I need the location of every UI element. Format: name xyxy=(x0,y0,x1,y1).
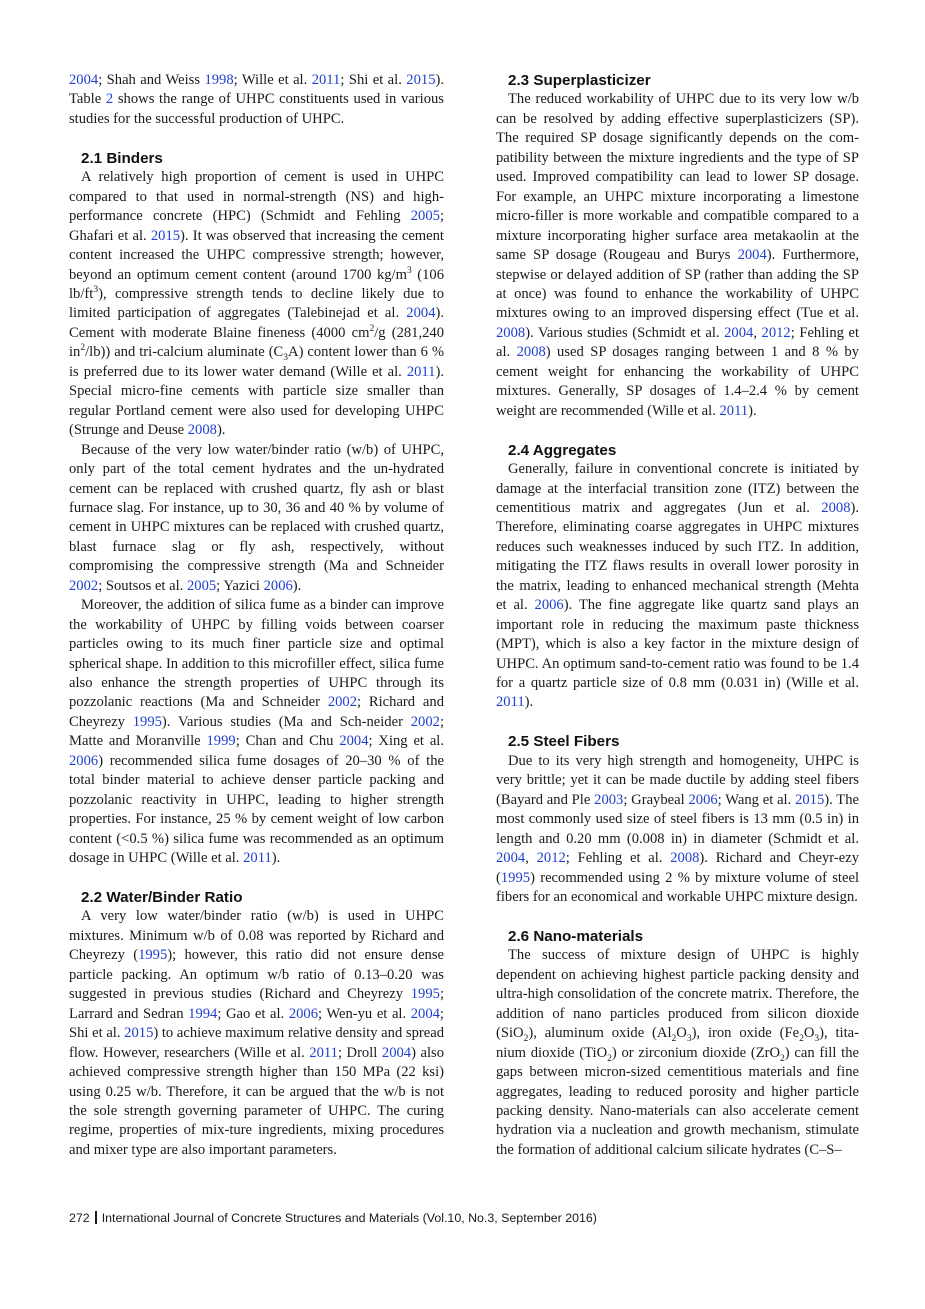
text-run: ) used SP dosages ranging between 1 and 8 % by cement weight for enhancing the workability of UHPC mixtures. Generally, SP dosages of 1.4–2.4 % by cement weight are recommended (Wille et al. xyxy=(496,344,859,419)
text-run: ). Various studies (Schmidt et al. xyxy=(525,324,725,341)
text-run: A) content lower than 6 % is preferred due to its lower water demand (Wille et al. xyxy=(69,344,444,380)
text-run: A very low water/binder ratio (w/b) is used in UHPC mixtures. Minimum w/b of 0.08 was reported by Richard and Cheyrezy ( xyxy=(69,908,444,964)
page-number: 272 xyxy=(69,1211,90,1225)
text-run: shows the range of UHPC constituents used in various studies for the successful production of UHPC. xyxy=(69,91,444,127)
section-heading-steel-fibers: 2.5 Steel Fibers xyxy=(508,733,620,751)
text-run: ; Fehling et al. xyxy=(565,850,671,867)
citation-link[interactable]: 2011 xyxy=(496,694,525,711)
citation-link[interactable]: 1995 xyxy=(132,713,162,730)
text-run: /g (281,240 in xyxy=(69,324,444,361)
text-run: ). Richard and Cheyr-ezy ( xyxy=(496,850,859,886)
citation-link[interactable]: 2002 xyxy=(69,577,99,594)
text-run: ; Shi et al. xyxy=(69,1005,444,1042)
text-run: ), compressive strength tends to decline likely due to limited participation of aggregates (Talebinejad et al. xyxy=(69,285,444,322)
citation-link[interactable]: 2004 xyxy=(410,1005,440,1022)
subscript: 3 xyxy=(814,1034,820,1045)
section-heading-aggregates: 2.4 Aggregates xyxy=(508,441,617,459)
text-run: ). xyxy=(271,850,281,867)
text-run: ). The most commonly used size of steel fibers is 13 mm (0.5 in) in length and 0.20 mm (0.008 in) in diameter (Schmidt et al. xyxy=(496,791,859,847)
paragraph xyxy=(496,460,859,713)
citation-link[interactable]: 2012 xyxy=(761,324,791,341)
citation-link[interactable]: 2008 xyxy=(821,499,851,516)
subscript: 2 xyxy=(799,1034,804,1045)
text-run: ) can fill the gaps between micron-sized cementitious materials and fine aggregates, leading to reduced porosity and higher particle packing density. Nano-materials can also accelerate cement hydration via a nucleation and growth mechanism, stimulate the formation of additional calcium silicate hydrates (C–S– xyxy=(496,1044,859,1158)
citation-link[interactable]: 2008 xyxy=(670,850,700,867)
text-run: ). xyxy=(292,577,302,594)
text-run: ; Fehling et al. xyxy=(496,324,860,361)
text-run: The reduced workability of UHPC due to its very low w/b can be resolved by adding effective superplasticizers (SP). The required SP dosage significantly depends on the com-patibility between the mixture ingredients and the type of SP used. Improved compatibility can lead to lower SP dosage. For example, an UHPC mixture incorporating a limestone micro-filler is more workable and compatible compared to a mixture incorporating higher surface area metakaolin at the same SP dosage (Rougeau and Burys xyxy=(496,91,859,264)
text-run: The success of mixture design of UHPC is highly dependent on achieving highest particle packing density and ultra-high consolidation of the concrete matrix. Therefore, the addition of nano particles produced from silicon dioxide (SiO xyxy=(496,947,859,1042)
superscript: 3 xyxy=(93,285,99,296)
text-run: ; Ghafari et al. xyxy=(69,208,444,244)
text-run: ; Graybeal xyxy=(623,791,689,808)
text-run: ) or zirconium dioxide (ZrO xyxy=(611,1044,781,1061)
paragraph xyxy=(496,90,859,421)
superscript: 3 xyxy=(406,265,412,276)
citation-link[interactable]: 2011 xyxy=(309,1044,338,1061)
citation-link[interactable]: 2006 xyxy=(288,1005,318,1022)
citation-link[interactable]: 2011 xyxy=(311,72,341,88)
text-run: , xyxy=(525,850,537,867)
text-run: ). Table xyxy=(69,72,444,108)
subscript: 2 xyxy=(523,1034,529,1045)
citation-link[interactable]: 1995 xyxy=(410,986,440,1003)
text-run: ; Droll xyxy=(337,1044,382,1061)
citation-link[interactable]: 2011 xyxy=(719,402,749,419)
text-run: ; Yazici xyxy=(216,577,264,594)
text-run: ), iron oxide (Fe xyxy=(691,1025,800,1042)
citation-link[interactable]: 1994 xyxy=(188,1005,218,1022)
footer-divider xyxy=(95,1211,97,1224)
text-run: A relatively high proportion of cement is used in UHPC compared to that used in normal-strength (NS) and high-performance concrete (HPC) (Schmidt and Fehling xyxy=(69,169,444,225)
table-link[interactable]: 2 xyxy=(105,91,114,108)
citation-link[interactable]: 2006 xyxy=(263,577,293,594)
section-heading-superplasticizer: 2.3 Superplasticizer xyxy=(508,72,651,89)
text-run: ; Wille et al. xyxy=(233,72,312,88)
citation-link[interactable]: 2006 xyxy=(534,597,564,614)
section-heading-nano-materials: 2.6 Nano-materials xyxy=(508,927,644,945)
paragraph xyxy=(69,907,444,1160)
text-run: ; Wen-yu et al. xyxy=(318,1005,411,1022)
paragraph xyxy=(69,596,444,868)
citation-link[interactable]: 2002 xyxy=(410,713,440,730)
text-run: ), tita-nium dioxide (TiO xyxy=(496,1025,860,1061)
text-run: ; Xing et al. xyxy=(368,733,445,750)
paragraph xyxy=(69,441,444,597)
citation-link[interactable]: 1995 xyxy=(138,947,168,964)
text-run: ). xyxy=(216,422,226,439)
text-run: Moreover, the addition of silica fume as a binder can improve the workability of UHPC by filling voids between coarser particles owing to its much finer particle size and optimal spherical shape. In addition to this microfiller effect, silica fume also enhance the strength properties of UHPC through its pozzolanic reactions (Ma and Schneider xyxy=(69,597,444,711)
citation-link[interactable]: 1998 xyxy=(204,72,234,88)
text-run: ; Wang et al. xyxy=(717,791,796,808)
superscript: 2 xyxy=(369,324,375,335)
text-run: ). Cement with moderate Blaine fineness (4000 cm xyxy=(69,305,444,341)
citation-link[interactable]: 2003 xyxy=(594,791,624,808)
text-run: Because of the very low water/binder ratio (w/b) of UHPC, only part of the total cement hydrates and the un-hydrated cement can be replaced with crushed quartz, fly ash or blast furnace slag. For instance, up to 30, 36 and 40 % by volume of cement in UHPC mixtures can be replaced with crushed quartz, blast furnace slag or fly ash, respectively, without compromising the compressive strength (Ma and Schneider xyxy=(69,441,444,575)
text-run: /lb)) and tri-calcium aluminate (C xyxy=(85,344,284,361)
superscript: 2 xyxy=(80,343,86,354)
citation-link[interactable]: 2004 xyxy=(724,324,754,341)
text-run: ). It was observed that increasing the cement content increased the UHPC compressive strength; however, beyond an optimum cement content (around 1700 kg/m xyxy=(69,227,444,283)
citation-link[interactable]: 2005 xyxy=(186,577,217,594)
text-run: ) recommended using 2 % by mixture volume of steel fibers for an economical and workable UHPC mixture design. xyxy=(496,869,859,905)
citation-link[interactable]: 2011 xyxy=(406,363,436,380)
text-run: ; Soutsos et al. xyxy=(98,577,187,594)
citation-link[interactable]: 2008 xyxy=(187,422,217,439)
text-run: ). Special micro-fine cements with particle size smaller than regular Portland cement were also used for developing UHPC (Strunge and Deuse xyxy=(69,363,444,439)
text-run: ) also achieved compressive strength higher than 150 MPa (22 ksi) using 0.25 w/b. Therefore, it can be argued that the w/b is not the sole strength governing parameter of UHPC. The curing regime, properties of mix-ture ingredients, mixing procedures and mixer type are also important parameters. xyxy=(69,1044,444,1158)
text-run: (106 lb/ft xyxy=(69,266,445,302)
citation-link[interactable]: 2002 xyxy=(327,694,357,711)
text-run: ; Shi et al. xyxy=(340,72,407,88)
text-run: ; Matte and Moranville xyxy=(69,713,444,750)
citation-link[interactable]: 1999 xyxy=(206,733,236,750)
text-run: ). Furthermore, stepwise or delayed addition of SP (rather than adding the SP at once) was found to enhance the workability of UHPC mixtures owing to an improved dispersing effect (Tue et al. xyxy=(496,247,859,322)
journal-title: International Journal of Concrete Structures and Materials (Vol.10, No.3, September 2016) xyxy=(101,1211,597,1225)
section-heading-water-binder-ratio: 2.2 Water/Binder Ratio xyxy=(81,889,243,906)
text-run: ) to achieve maximum relative density and spread flow. However, researchers (Wille et al. xyxy=(69,1025,444,1061)
text-run: O xyxy=(676,1025,687,1042)
citation-link[interactable]: 2015 xyxy=(124,1025,154,1042)
text-run: ; Chan and Chu xyxy=(235,733,340,750)
citation-link[interactable]: 2005 xyxy=(410,208,440,225)
text-run: Generally, failure in conventional concrete is initiated by damage at the interfacial transition zone (ITZ) between the cementitious matrix and aggregates (Jun et al. xyxy=(496,461,859,516)
section-heading-binders: 2.1 Binders xyxy=(81,149,163,167)
text-run: ) recommended silica fume dosages of 20–30 % of the total binder material to achieve denser particle packing and pozzolanic reactivity in UHPC, leading to higher strength properties. For instance, 25 % by cement weight of low carbon content (<0.5 %) silica fume was recommended as an optimum dosage in UHPC (Wille et al. xyxy=(69,752,444,867)
citation-link[interactable]: 2015 xyxy=(406,72,436,88)
paragraph xyxy=(69,168,444,440)
page-footer xyxy=(69,1211,597,1225)
text-run: ). The fine aggregate like quartz sand plays an important role in reducing the maximum paste thickness (MPT), which is also a key factor in the mixture design of UHPC. An optimum sand-to-cement ratio was found to be 1.4 for a quartz particle size of 0.8 mm (0.031 in) (Wille et al. xyxy=(496,597,859,692)
text-run: ). xyxy=(748,402,757,419)
right-column xyxy=(496,71,859,1160)
subscript: 2 xyxy=(780,1053,785,1064)
text-run: ; Larrard and Sedran xyxy=(69,986,444,1022)
text-run: ); however, this ratio did not ensure dense particle packing. An optimum w/b ratio of 0.13–0.20 was suggested in previous studies (Richard and Cheyrezy xyxy=(69,947,444,1003)
text-run: ; Gao et al. xyxy=(217,1005,289,1022)
citation-link[interactable]: 2008 xyxy=(516,344,546,361)
citation-link[interactable]: 2004 xyxy=(406,305,436,322)
citation-link[interactable]: 2012 xyxy=(536,850,566,867)
subscript: 3 xyxy=(283,353,289,364)
text-run: , xyxy=(753,324,762,341)
citation-link[interactable]: 2015 xyxy=(795,791,825,808)
citation-link[interactable]: 1995 xyxy=(500,869,531,886)
subscript: 2 xyxy=(671,1034,677,1045)
subscript: 2 xyxy=(607,1053,612,1064)
text-run: ; Shah and Weiss xyxy=(98,72,205,88)
subscript: 3 xyxy=(686,1034,692,1045)
text-run: Due to its very high strength and homogeneity, UHPC is very brittle; yet it can be made ductile by adding steel fibers (Bayard and Ple xyxy=(496,752,859,808)
citation-link[interactable]: 2004 xyxy=(339,733,369,750)
text-run: ), aluminum oxide (Al xyxy=(528,1025,672,1042)
text-run: ). Therefore, eliminating coarse aggregates in UHPC mixtures reduces such weaknesses induced by such ITZ. In addition, mitigating the ITZ flaws results in overall lower porosity in the matrix, leading to enhanced mechanical strength (Mehta et al. xyxy=(496,499,859,614)
citation-link[interactable]: 2008 xyxy=(496,324,526,341)
text-run: ; Richard and Cheyrezy xyxy=(69,694,444,730)
citation-link[interactable]: 2011 xyxy=(243,850,272,867)
citation-link[interactable]: 2015 xyxy=(150,227,181,244)
citation-link[interactable]: 2004 xyxy=(496,850,526,867)
text-run: ). Various studies (Ma and Sch-neider xyxy=(161,713,411,730)
citation-link[interactable]: 2004 xyxy=(381,1044,412,1061)
paragraph xyxy=(496,946,859,1160)
citation-link[interactable]: 2004 xyxy=(69,72,99,88)
citation-link[interactable]: 2006 xyxy=(688,791,718,808)
text-run: ). xyxy=(524,694,534,711)
paragraph xyxy=(496,752,859,908)
intro-paragraph xyxy=(69,71,444,129)
citation-link[interactable]: 2006 xyxy=(69,752,99,769)
citation-link[interactable]: 2004 xyxy=(737,247,767,264)
left-column xyxy=(69,71,444,1160)
text-run: O xyxy=(803,1025,815,1042)
